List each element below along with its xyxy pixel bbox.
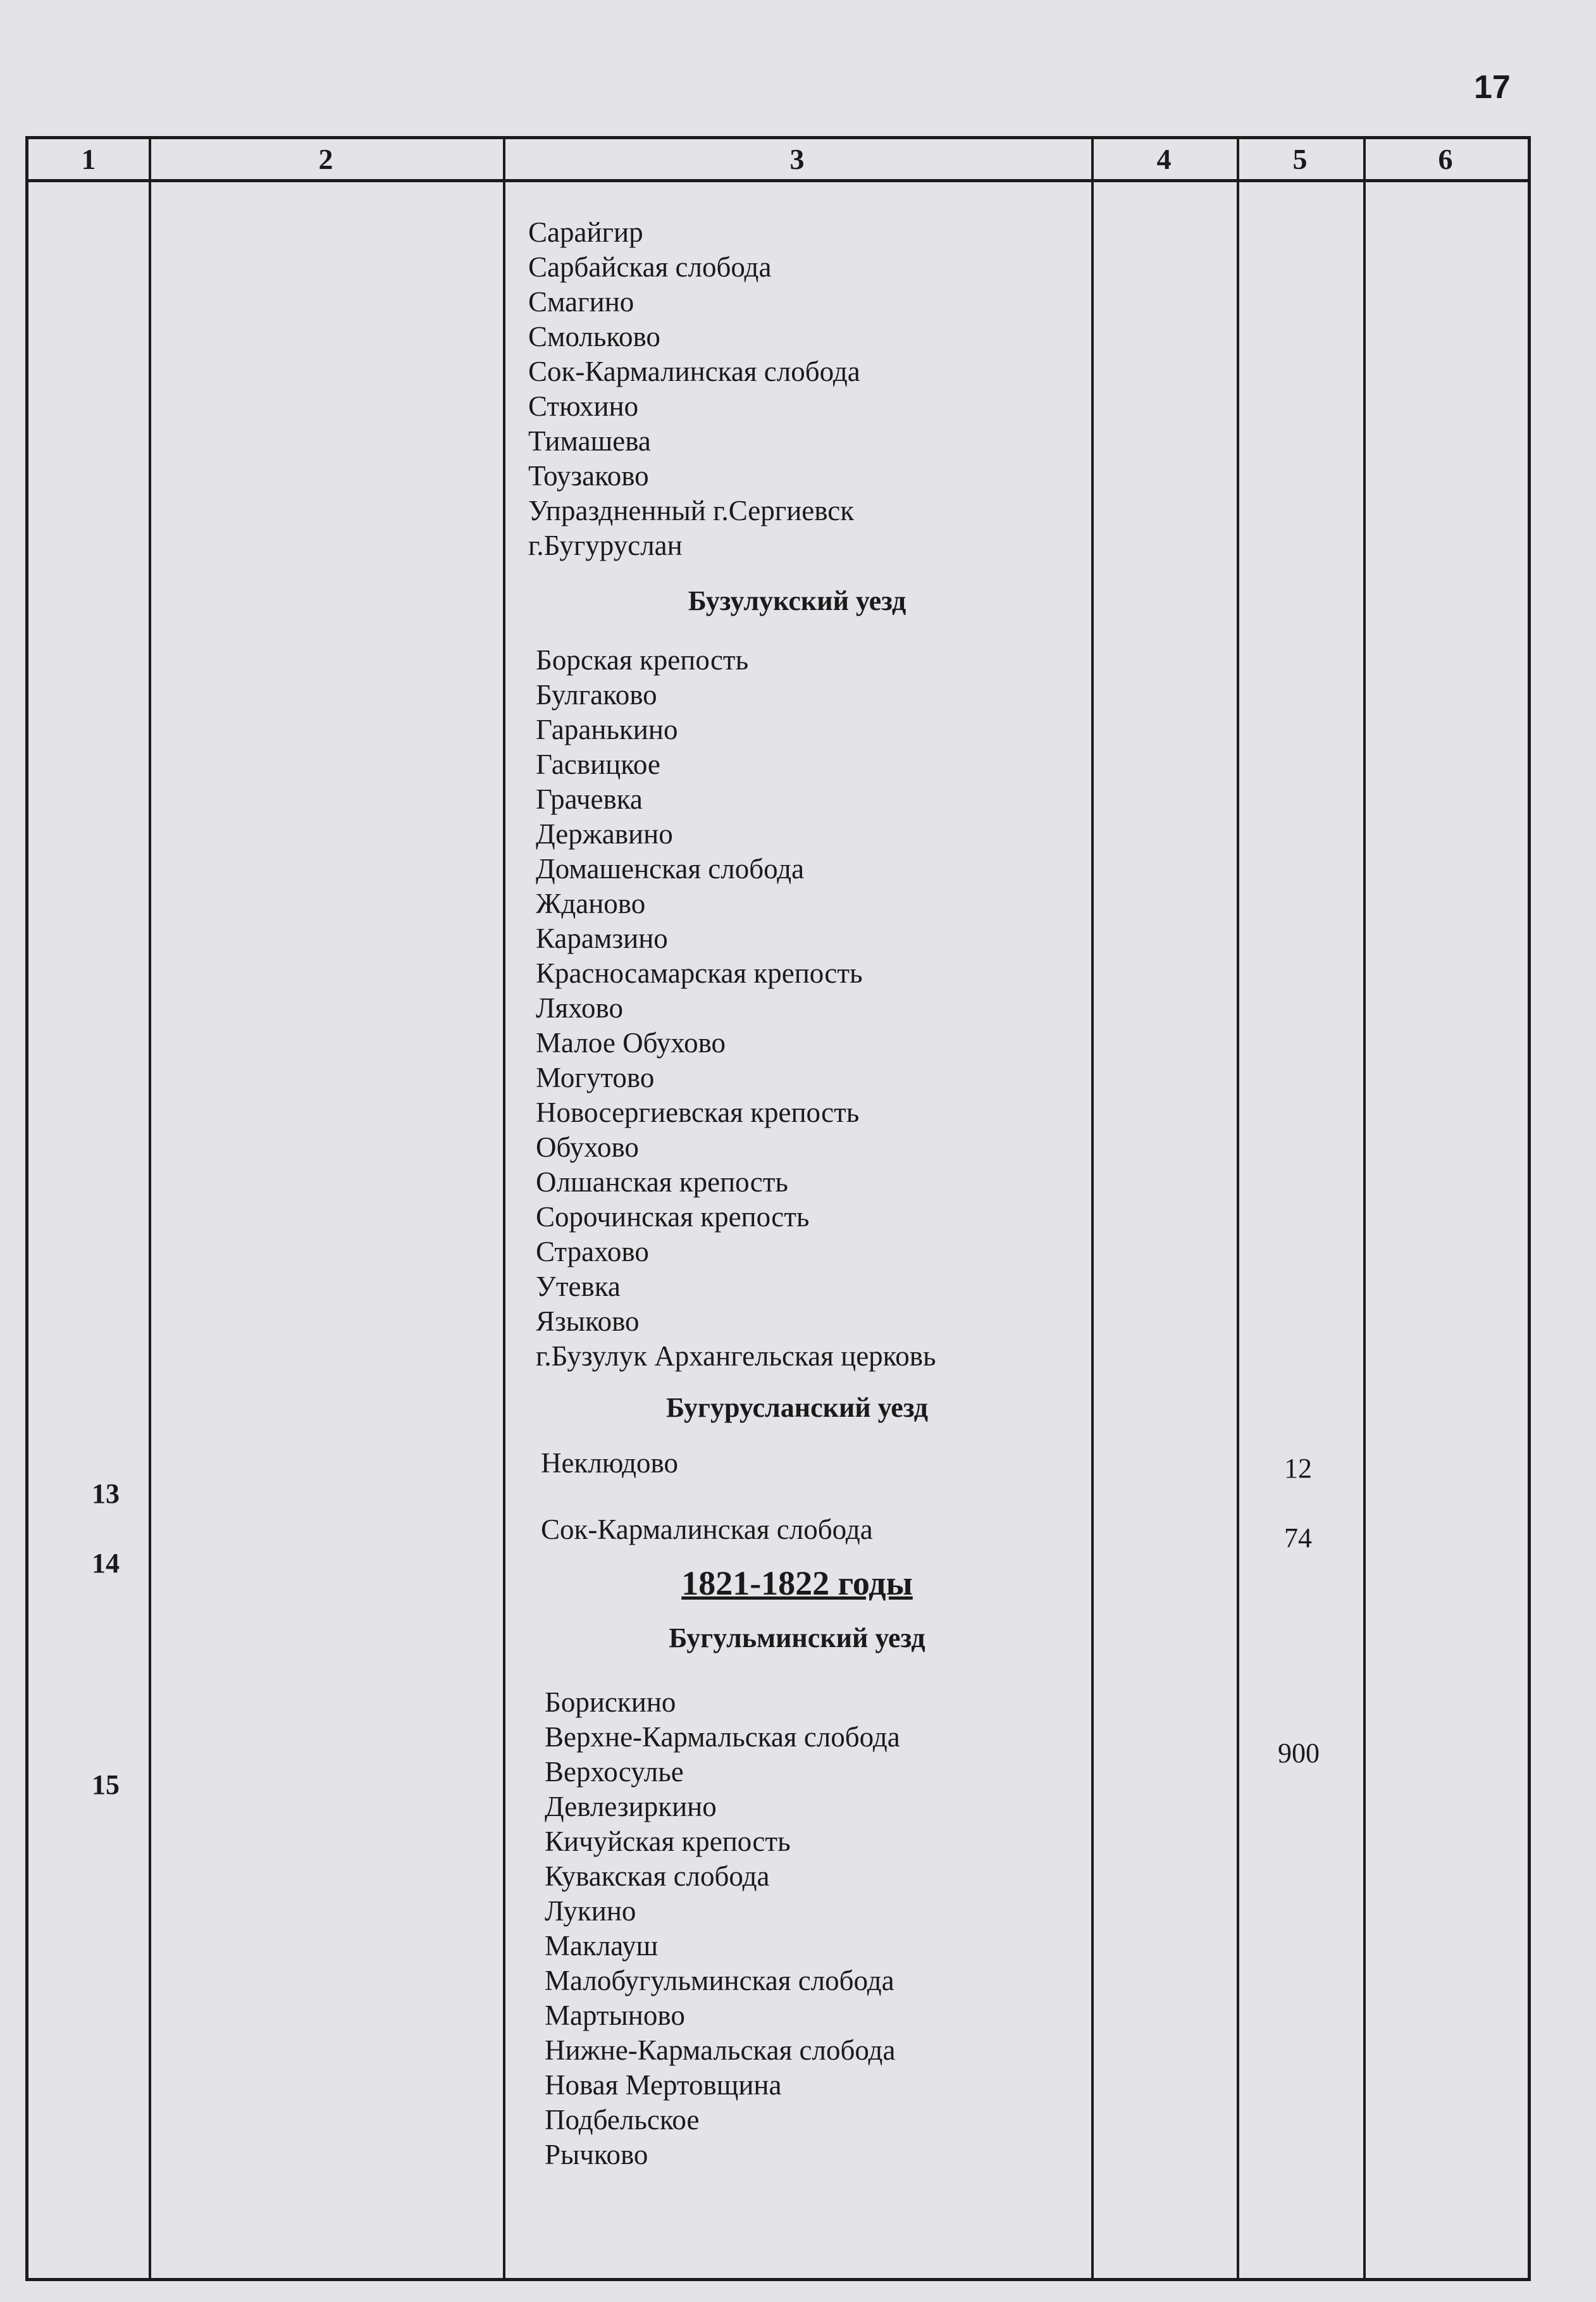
col5-value: 900 [1278, 1738, 1320, 1769]
settlement-name: Ляхово [536, 992, 623, 1024]
settlement-name: Страхово [536, 1236, 649, 1267]
settlement-name: Тимашева [528, 425, 651, 457]
page-number: 17 [1474, 69, 1511, 106]
row-number-15: 15 [92, 1769, 120, 1800]
column-divider-4 [1237, 139, 1239, 2278]
row-number-13: 13 [92, 1478, 120, 1509]
settlement-name: Девлезиркино [545, 1791, 717, 1822]
settlement-name: Малобугульминская слобода [545, 1965, 894, 1996]
settlement-name: Обухово [536, 1131, 639, 1163]
section-heading-bugulma: Бугульминский уезд [669, 1622, 925, 1653]
header-col-5: 5 [1292, 143, 1308, 175]
table-header-row [28, 139, 1528, 182]
section-list-2 [536, 643, 1066, 1374]
document-table [25, 136, 1531, 2281]
column-divider-5 [1363, 139, 1366, 2278]
settlement-name: г.Бузулук Архангельская церковь [536, 1340, 936, 1372]
settlement-name: Грачевка [536, 783, 643, 815]
settlement-name: Сок-Кармалинская слобода [541, 1514, 873, 1545]
settlement-name: Сорочинская крепость [536, 1201, 810, 1233]
section-heading-buguruslan: Бугурусланский уезд [666, 1392, 928, 1423]
column-divider-1 [149, 139, 151, 2278]
header-col-6: 6 [1438, 143, 1453, 175]
settlement-name: Утевка [536, 1271, 621, 1302]
column-divider-2 [503, 139, 505, 2278]
settlement-name: Языково [536, 1305, 640, 1337]
settlement-name: Борская крепость [536, 644, 749, 676]
settlement-name: Лукино [545, 1895, 636, 1927]
col5-value: 74 [1284, 1522, 1312, 1553]
settlement-name: г.Бугуруслан [528, 530, 683, 561]
settlement-name: Упраздненный г.Сергиевск [528, 495, 855, 526]
col5-value: 12 [1284, 1453, 1312, 1484]
settlement-name: Малое Обухово [536, 1027, 726, 1059]
settlement-name: Кичуйская крепость [545, 1826, 791, 1857]
settlement-name: Карамзино [536, 923, 668, 954]
header-col-3: 3 [789, 143, 805, 175]
section-list-3 [541, 1446, 1066, 1547]
settlement-name: Новосергиевская крепость [536, 1097, 860, 1128]
settlement-name: Верхосулье [545, 1756, 684, 1788]
year-heading: 1821-1822 годы [681, 1564, 913, 1602]
settlement-name: Борискино [545, 1686, 676, 1718]
settlement-name: Рычково [545, 2139, 648, 2170]
settlement-name: Державино [536, 818, 673, 850]
settlement-name: Олшанская крепость [536, 1166, 788, 1198]
settlement-name: Смольково [528, 321, 660, 352]
section-heading-buzuluk: Бузулукский уезд [688, 585, 906, 616]
settlement-name: Подбельское [545, 2104, 700, 2136]
settlement-name: Смагино [528, 286, 634, 318]
settlement-name: Красносамарская крепость [536, 957, 863, 989]
section-list-4 [545, 1685, 1066, 2172]
header-col-2: 2 [318, 143, 333, 175]
settlement-name: Кувакская слобода [545, 1860, 770, 1892]
settlement-name: Маклауш [545, 1930, 659, 1962]
settlement-name: Гасвицкое [536, 749, 660, 780]
settlement-name: Сарбайская слобода [528, 251, 772, 283]
settlement-name: Тоузаково [528, 460, 649, 492]
column-divider-3 [1091, 139, 1094, 2278]
settlement-name: Домашенская слобода [536, 853, 805, 885]
settlement-name: Новая Мертовщина [545, 2069, 782, 2101]
header-col-1: 1 [81, 143, 96, 175]
settlement-name: Сок-Кармалинская слобода [528, 356, 860, 387]
settlement-name: Жданово [536, 888, 646, 919]
settlement-name: Сарайгир [528, 216, 643, 248]
settlement-name: Нижне-Кармальская слобода [545, 2034, 896, 2066]
settlement-name: Верхне-Кармальская слобода [545, 1721, 900, 1753]
settlement-name: Стюхино [528, 390, 639, 422]
settlement-column [528, 215, 1066, 2172]
settlement-name: Гаранькино [536, 714, 678, 745]
settlement-name: Неклюдово [541, 1447, 678, 1479]
settlement-name: Могутово [536, 1062, 655, 1093]
settlement-name: Булгаково [536, 679, 657, 711]
row-number-14: 14 [92, 1548, 120, 1579]
section-list-1 [528, 215, 1066, 563]
header-col-4: 4 [1156, 143, 1172, 175]
settlement-name: Мартыново [545, 2000, 685, 2031]
